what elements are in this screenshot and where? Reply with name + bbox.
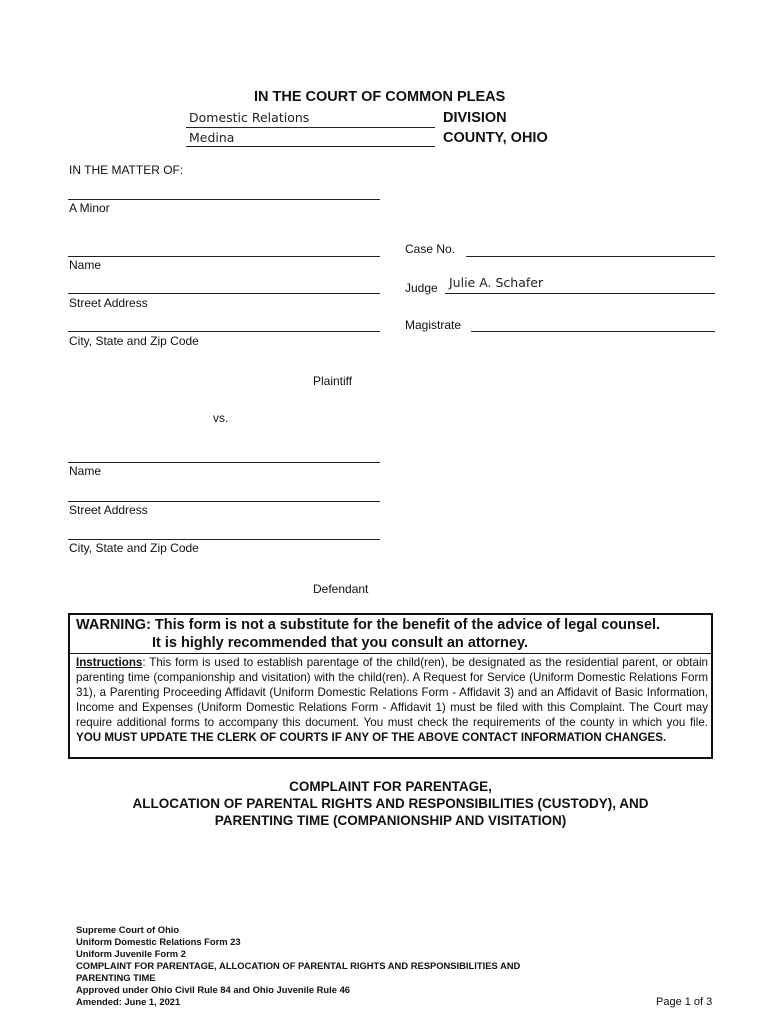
division-label: DIVISION — [443, 110, 507, 126]
complaint-title-line-3: PARENTING TIME (COMPANIONSHIP AND VISITATION) — [214, 813, 567, 828]
magistrate-label: Magistrate — [405, 318, 462, 332]
instructions-label: Instructions — [76, 656, 143, 669]
plaintiff-street-field[interactable] — [68, 293, 380, 294]
warning-line-2: It is highly recommended that you consult an attorney. — [152, 635, 528, 651]
plaintiff-name-label: Name — [69, 258, 102, 272]
minor-label: A Minor — [69, 201, 110, 215]
division-field[interactable]: Domestic Relations — [189, 110, 310, 125]
defendant-street-label: Street Address — [69, 503, 148, 517]
versus-label: vs. — [213, 411, 229, 425]
instructions-emphasis: YOU MUST UPDATE THE CLERK OF COURTS IF ANY OF THE ABOVE CONTACT INFORMATION CHANGES. — [76, 731, 667, 744]
defendant-role-label: Defendant — [313, 582, 369, 596]
plaintiff-city-field[interactable] — [68, 331, 380, 332]
complaint-title-line-2: ALLOCATION OF PARENTAL RIGHTS AND RESPONSIBILITIES (CUSTODY), AND — [132, 796, 649, 811]
plaintiff-name-field[interactable] — [68, 256, 380, 257]
county-label: COUNTY, OHIO — [443, 130, 548, 146]
plaintiff-role-label: Plaintiff — [313, 374, 353, 388]
case-no-label: Case No. — [405, 242, 456, 256]
court-heading: IN THE COURT OF COMMON PLEAS — [254, 89, 506, 105]
division-underline — [186, 127, 435, 128]
defendant-city-label: City, State and Zip Code — [69, 541, 199, 555]
minor-name-field[interactable] — [68, 199, 380, 200]
defendant-name-label: Name — [69, 464, 102, 478]
footer-line-5: PARENTING TIME — [76, 972, 156, 983]
case-no-underline — [466, 256, 715, 257]
complaint-title-line-1: COMPLAINT FOR PARENTAGE, — [289, 779, 492, 794]
matter-intro: IN THE MATTER OF: — [69, 163, 184, 177]
page-number: Page 1 of 3 — [656, 996, 713, 1008]
plaintiff-city-label: City, State and Zip Code — [69, 334, 199, 348]
instructions-body: : This form is used to establish parentage of the child(ren), be designated as the residential parent, or obtain parenting time (companionship and visitation) with the child(ren). A Request for Service (Uniform Domestic Relations Form 31), a Parenting Proceeding Affidavit (Uniform Domestic Relations Form - Affidavit 3) and an Affidavit of Basic Information, Income and Expenses (Uniform Domestic Relations Form - Affidavit 1) must be filed with this Complaint. The Court may require additional forms to accompany this document. You must check the requirements of the county in which you file. — [76, 656, 708, 729]
magistrate-underline — [471, 331, 715, 332]
footer-line-3: Uniform Juvenile Form 2 — [76, 948, 186, 959]
judge-underline — [445, 293, 715, 294]
footer-line-6: Approved under Ohio Civil Rule 84 and Ohio Juvenile Rule 46 — [76, 984, 351, 995]
warning-header — [70, 615, 711, 654]
footer-line-1: Supreme Court of Ohio — [76, 924, 180, 935]
judge-field[interactable]: Julie A. Schafer — [449, 275, 544, 290]
footer-line-4: COMPLAINT FOR PARENTAGE, ALLOCATION OF PARENTAL RIGHTS AND RESPONSIBILITIES AND — [76, 960, 521, 971]
footer-line-7: Amended: June 1, 2021 — [76, 996, 181, 1007]
complaint-title — [68, 778, 713, 829]
defendant-city-field[interactable] — [68, 539, 380, 540]
defendant-name-field[interactable] — [68, 462, 380, 463]
county-underline — [186, 146, 435, 147]
form-footer — [76, 924, 520, 1008]
warning-box — [68, 613, 713, 759]
judge-label: Judge — [405, 281, 438, 295]
plaintiff-street-label: Street Address — [69, 296, 148, 310]
instructions-text — [76, 655, 708, 745]
county-field[interactable]: Medina — [189, 130, 235, 145]
defendant-street-field[interactable] — [68, 501, 380, 502]
warning-line-1: WARNING: This form is not a substitute for the benefit of the advice of legal counsel. — [76, 617, 661, 633]
footer-line-2: Uniform Domestic Relations Form 23 — [76, 936, 241, 947]
